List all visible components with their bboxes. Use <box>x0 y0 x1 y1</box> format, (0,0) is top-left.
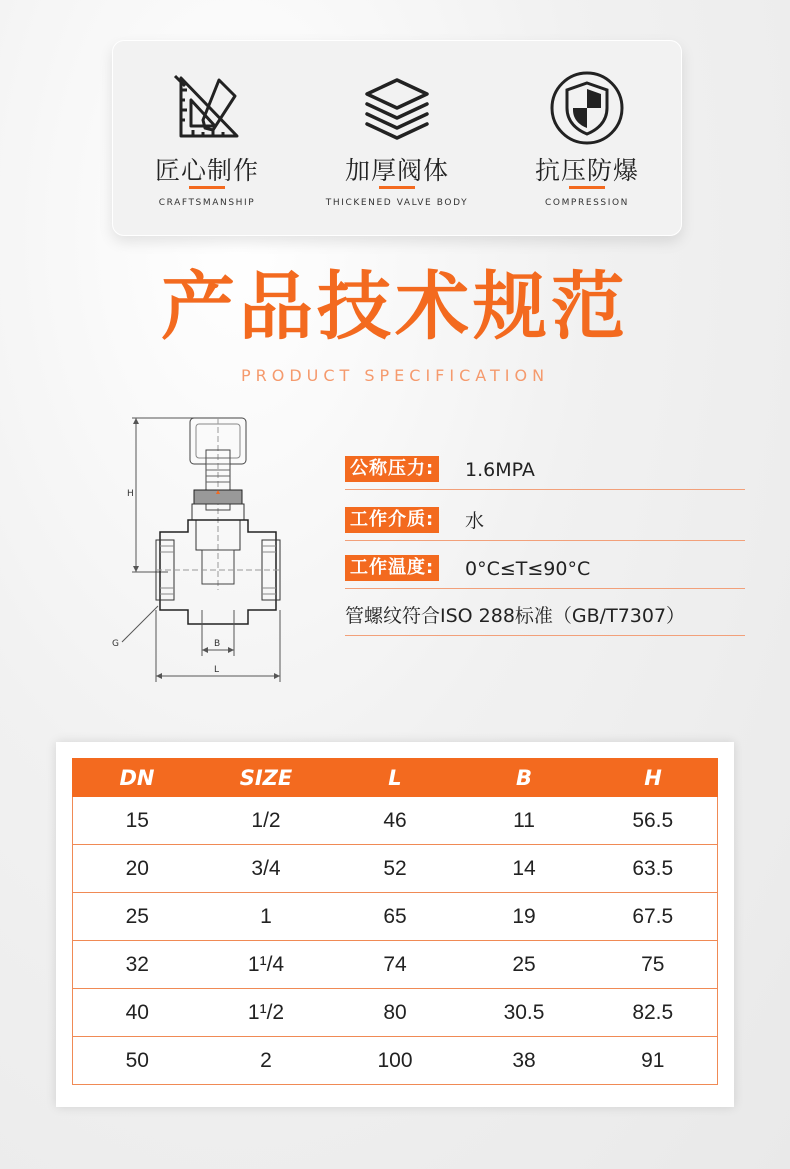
spec-value: 1.6MPA <box>465 459 535 481</box>
feature-subtitle: CRAFTSMANSHIP <box>158 198 256 208</box>
spec-label: 工作温度: <box>345 555 439 581</box>
table-cell: 63.5 <box>589 845 718 893</box>
stacked-layers-icon <box>359 70 435 146</box>
table-cell: 20 <box>73 845 202 893</box>
spec-row-medium <box>345 505 745 541</box>
table-cell: 46 <box>331 797 460 845</box>
table-row <box>73 989 718 1037</box>
column-header-b: B <box>460 759 589 797</box>
accent-bar <box>569 186 605 189</box>
table-cell: 56.5 <box>589 797 718 845</box>
table-row <box>73 797 718 845</box>
table-cell: 67.5 <box>589 893 718 941</box>
feature-thickened-body <box>302 40 492 236</box>
table-cell: 11 <box>460 797 589 845</box>
table-cell: 1 <box>202 893 331 941</box>
feature-title: 抗压防爆 <box>534 156 639 185</box>
column-header-h: H <box>589 759 718 797</box>
shield-icon <box>549 70 625 146</box>
table-header-row <box>73 759 718 797</box>
feature-title: 匠心制作 <box>154 156 259 185</box>
table-cell: 3/4 <box>202 845 331 893</box>
accent-bar <box>379 186 415 189</box>
column-header-l: L <box>331 759 460 797</box>
spec-value: 0°C≤T≤90°C <box>465 558 591 580</box>
valve-technical-drawing <box>108 410 308 690</box>
table-cell: 25 <box>460 941 589 989</box>
table-cell: 15 <box>73 797 202 845</box>
page-title: 产品技术规范 <box>161 264 629 350</box>
dimension-label-h: H <box>127 489 134 499</box>
table-row <box>73 1037 718 1085</box>
spec-value: 水 <box>465 510 485 532</box>
ruler-triangle-icon <box>169 70 245 146</box>
table-row <box>73 845 718 893</box>
table-cell: 75 <box>589 941 718 989</box>
table-cell: 14 <box>460 845 589 893</box>
feature-subtitle: THICKENED VALVE BODY <box>325 198 469 208</box>
column-header-size: SIZE <box>202 759 331 797</box>
table-cell: 65 <box>331 893 460 941</box>
feature-compression <box>492 40 682 236</box>
spec-label: 工作介质: <box>345 507 439 533</box>
page-subtitle: PRODUCT SPECIFICATION <box>240 366 550 385</box>
feature-craftsmanship <box>112 40 302 236</box>
dimension-table-card <box>56 742 734 1107</box>
spec-divider <box>345 540 745 541</box>
table-cell: 91 <box>589 1037 718 1085</box>
table-cell: 19 <box>460 893 589 941</box>
spec-row-pressure <box>345 454 745 490</box>
table-cell: 1¹/4 <box>202 941 331 989</box>
table-cell: 2 <box>202 1037 331 1085</box>
spec-note: 管螺纹符合ISO 288标准（GB/T7307） <box>345 605 686 627</box>
table-cell: 52 <box>331 845 460 893</box>
spec-divider <box>345 489 745 490</box>
spec-row-temperature <box>345 553 745 589</box>
table-cell: 1¹/2 <box>202 989 331 1037</box>
table-cell: 25 <box>73 893 202 941</box>
dimension-label-l: L <box>214 665 220 675</box>
table-row <box>73 893 718 941</box>
table-cell: 40 <box>73 989 202 1037</box>
table-cell: 38 <box>460 1037 589 1085</box>
table-cell: 80 <box>331 989 460 1037</box>
feature-title: 加厚阀体 <box>344 156 449 185</box>
spec-divider <box>345 588 745 589</box>
table-cell: 82.5 <box>589 989 718 1037</box>
table-cell: 32 <box>73 941 202 989</box>
dimension-label-b: B <box>214 639 221 649</box>
spec-row-thread-note <box>345 600 745 636</box>
table-cell: 1/2 <box>202 797 331 845</box>
table-row <box>73 941 718 989</box>
dimension-table <box>72 758 718 1085</box>
dimension-label-g: G <box>112 639 119 649</box>
spec-label: 公称压力: <box>345 456 439 482</box>
table-cell: 100 <box>331 1037 460 1085</box>
table-cell: 74 <box>331 941 460 989</box>
table-cell: 50 <box>73 1037 202 1085</box>
column-header-dn: DN <box>73 759 202 797</box>
accent-bar <box>189 186 225 189</box>
table-cell: 30.5 <box>460 989 589 1037</box>
spec-divider <box>345 635 745 636</box>
feature-subtitle: COMPRESSION <box>545 198 629 208</box>
feature-card <box>112 40 682 236</box>
